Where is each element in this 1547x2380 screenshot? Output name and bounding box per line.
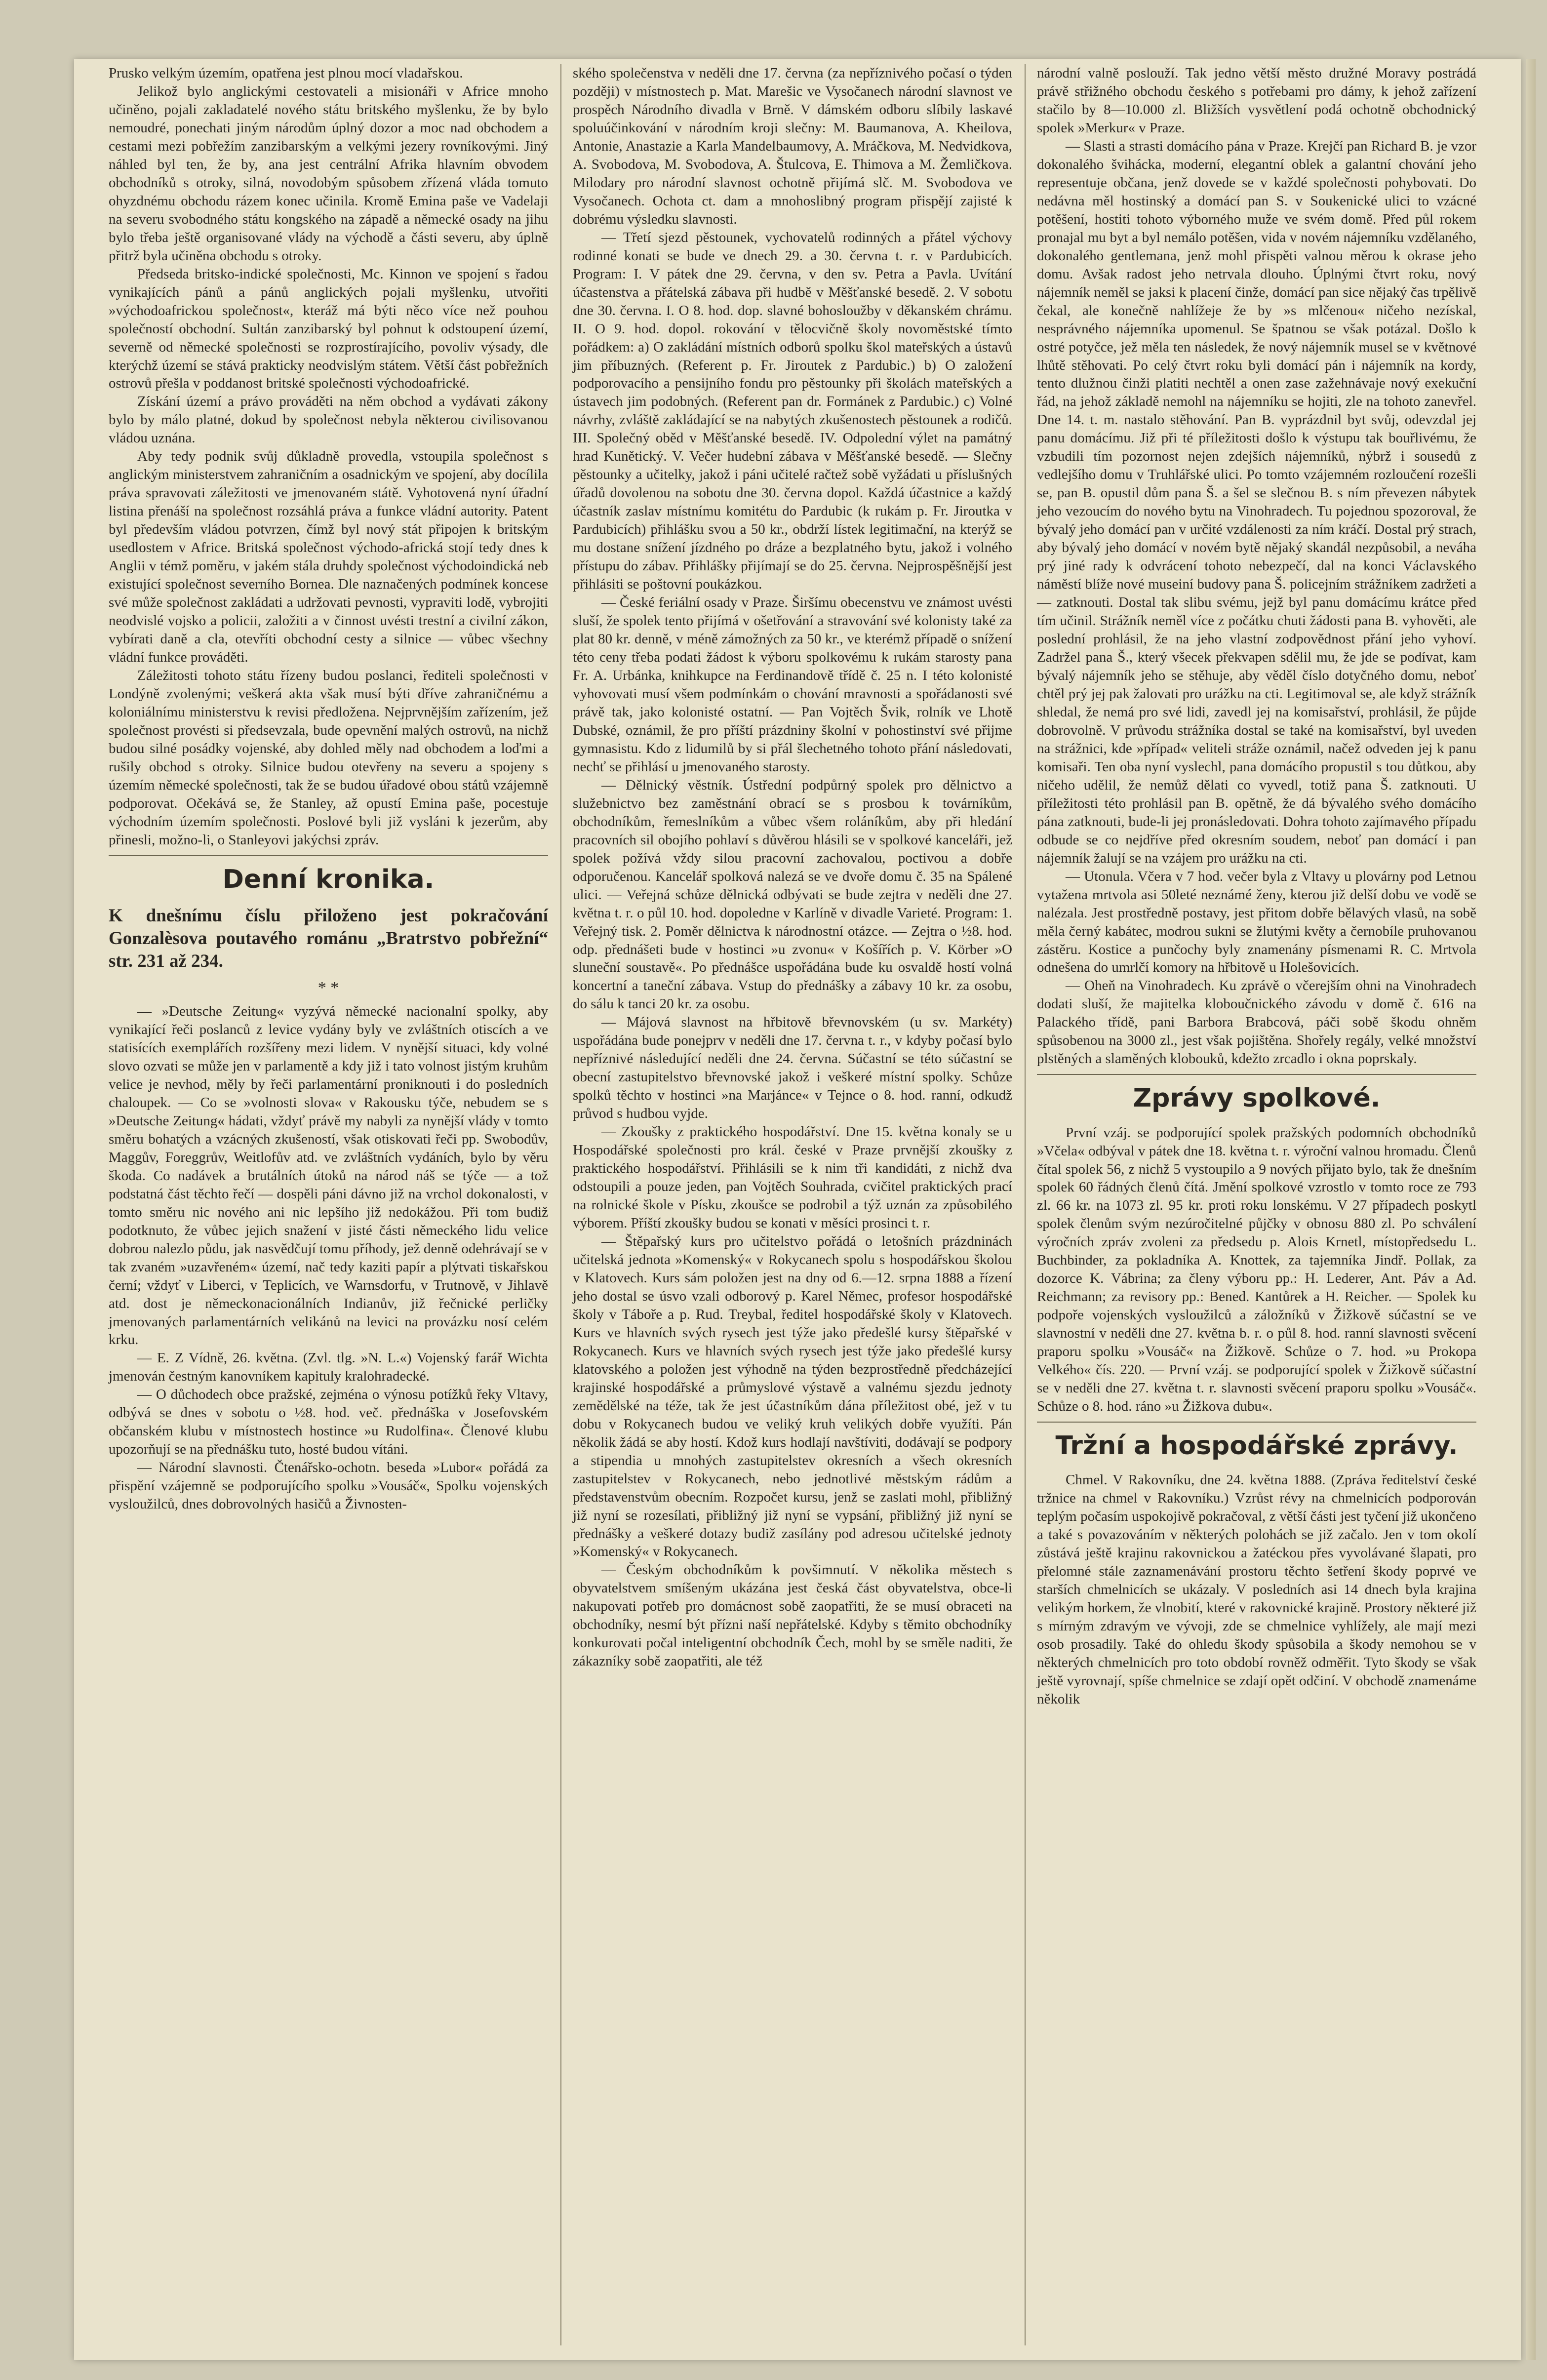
paragraph: — České feriální osady v Praze. Širšímu obecenstvu ve známost uvésti sluší, že spolek tento přijímá v ošetřování a stravování své kolonisty také za plat 80 kr. denně, v méně zámožných za 50 kr., ve kterémž případě o snížení této ceny třeba podati žádost k výboru spolkovému k rukám starosty pana Fr. A. Urbánka, knihkupce na Ferdinandově třídě č. 25 n. I této kolonisté vyhovovati musí všem podmínkám o chování mravnosti a spořádanosti své právě tak, jako kolonisté ostatní. — Pan Vojtěch Švik, rolník ve Lhotě Dubské, oznámil, že pro příští prázdniny školní v pohostinství své přijme gymnasistu. Kdo z lidumilů by si přál šlechetného tohoto přání následovati, nechť se přihlásí u jmenovaného starosty. bbox=[573, 595, 1012, 775]
section-heading: Tržní a hospodářské zprávy. bbox=[1055, 1431, 1458, 1461]
column-2 bbox=[573, 64, 1012, 1670]
paragraph: Aby tedy podnik svůj důkladně provedla, vstoupila společnost s anglickým ministerstvem zahraničním a osadnickým ve spojení, aby docílila práva spravovati záležitosti ve jmenovaném státě. Vyhotovená nyní úřadní listina přenáší na společnost rozsáhlá práva a funkce vládní autority. Patent byl především vládou potvrzen, čímž byl nový stát připojen k britským usedlostem v Africe. Britská společnost východo-africká stojí tedy dnes k Anglii v témž poměru, v jakém stála druhdy společnost východoindická neb existující společnost severního Bornea. Dle naznačených podmínek koncese své může společnost zakládati a udržovati pevnosti, vypraviti lodě, vybrojiti neodvislé vojsko a policii, založiti a v činnost uvésti trestní a civilní zákon, vybírati daně a cla, otevříti obchodní cesty a silnice — vůbec všechny vládní funkce prováděti. bbox=[109, 448, 548, 665]
column-rule bbox=[1025, 64, 1026, 2345]
paragraph: — Českým obchodníkům k povšimnutí. V několika městech s obyvatelstvem smíšeným ukázána jest česká část obyvatelstva, obce-li nakupovati potřeb pro domácnost sobě zaopatřiti, že se musí obraceti na obchodníky, nesmí být přízni naší nepřátelské. Kdyby s těmito obchodníky konkurovati počal inteligentní obchodník Čech, mohl by se směle naditi, že zákazníky sobě zaopatřiti, ale též bbox=[573, 1562, 1012, 1669]
paragraph: — Utonula. Včera v 7 hod. večer byla z Vltavy u plovárny pod Letnou vytažena mrtvola asi 50leté neznámé ženy, kterou již delší dobu ve vodě se nalézala. Jest prostředně postavy, jest přitom dobře bělavých vlasů, na sobě měla černý kabátec, modrou sukni se žlutými květy a černobíle pruhovanou zástěru. Kostice a punčochy byly znamenány písmenami R. C. Mrtvola odnešena do umrlčí komory na hřbitově u Holešovicích. bbox=[1037, 868, 1476, 976]
paragraph: — Májová slavnost na hřbitově břevnovském (u sv. Markéty) uspořádána bude ponejprv v neděli dne 17. června t. r., v kdyby počasí bylo nepříznivé následující neděli dne 24. června. Súčastní se této súčastní se obecní zastupitelstvo břevnovské jakož i veškeré místní spolky. Schůze spolků těchto v hostinci »na Marjánce« v Tejnce o 8. hod. ranní, odkudž průvod s hudbou vyjde. bbox=[573, 1014, 1012, 1122]
paragraph: — Dělnický věstník. Ústřední podpůrný spolek pro dělnictvo a služebnictvo bez zaměstnání obrací se s prosbou k továrníkům, obchodníkům, řemeslníkům a vůbec všem roláníkům, aby při hledání pracovních sil obojího pohlaví s důvěrou hlásili se v spolkové kanceláři, jež spolek požívá vždy silou pracovní zachovalou, poctivou a dobře odporučenou. Kancelář spolková nalezá se ve dvoře domu č. 35 na Spálené ulici. — Veřejná schůze dělnická odbývati se bude zejtra v neděli dne 27. května t. r. o půl 10. hod. dopoledne v Karlíně v divadle Varieté. Program: 1. Veřejný tisk. 2. Poměr dělnictva k národnostní otázce. — Zejtra o ½8. hod. odp. přednášeti bude v hostinci »u zvonu« v Košířích p. V. Körber »O sluneční soustavě«. Po přednášce uspořádána bude ku osvaldě hostí volná koncertní a taneční zábava. Vstup do přednášky a zábavy 10 kr. za osobu, do sálu k tanci 20 kr. za osobu. bbox=[573, 777, 1012, 1012]
paragraph: Prusko velkým územím, opatřena jest plnou mocí vladařskou. bbox=[109, 65, 463, 81]
paragraph: Chmel. V Rakovníku, dne 24. května 1888. (Zpráva ředitelství české tržnice na chmel v Rakovníku.) Vzrůst révy na chmelnicích podporován teplým počasím uspokojivě pokračoval, z větší části jest tyčení již ukončeno a také s povazováním v některých polohách se již začalo. Jen v tom okolí zůstává ještě krajinu rakovnickou a žatéckou přes vyvolávané šlapati, pro přelomné stále zaznamenávání prostoru těchto šetření škody poprvé ve starších chmelnicích se ukázaly. V posledních asi 14 dnech byla krajina velikým horkem, že vlnobití, které v rakovnické krajině. Prostory některé již s mírným zdravým ve vývoji, zde se chmelnice vyhlížely, ale mají mezi osob prosadily. Také do ohledu škody spůsobila a škody nemohou se v některých chmelnicích pro toto období rovněž odměřit. Tyto škody se však ještě vyrovnají, spíše chmelnice se zdají opět odčiní. V obchodě znamenáme několik bbox=[1037, 1472, 1476, 1707]
asterism: * * bbox=[317, 978, 339, 997]
paragraph: První vzáj. se podporující spolek pražských podomních obchodníků »Včela« odbýval v pátek dne 18. května t. r. výroční valnou hromadu. Členů čítal spolek 56, z nichž 5 vystoupilo a 9 nových přijato bylo, tak že dnešním spolek 60 řádných členů čítá. Jmění spolkové vzrostlo v tomto roce ze 793 zl. 66 kr. na 1073 zl. 95 kr. proti roku lonskému. V 27 případech poskytl spolek členům svým nezúročitelné půjčky v obnosu 880 zl. Po schválení výročních zpráv zvoleni za předsedu p. Alois Krnetl, místopředsedu L. Buchbinder, za pokladníka A. Knottek, za tajemníka Jindř. Pollak, za dozorce K. Vábrina; za členy výboru pp.: H. Lederer, Ant. Páv a Ad. Reichmann; za revisory pp.: Bened. Kantůrek a H. Reicher. — Spolek ku podpoře vojenských vysloužilců a záložníků v Žižkově súčastní se ve slavnostní v neděli dne 27. května b. r. o půl 8. hod. ranní slavnosti svěcení praporu spolku »Vousáč« na Žižkově. Schůze o 7. hod. »u Prokopa Velkého« čís. 220. — První vzáj. se podporující spolek v Žižkově súčastní se v neděli dne 27. května t. r. slavnosti svěcení praporu spolku »Vousáč«. Schůze o 8. hod. ráno »u Žižkova dubu«. bbox=[1037, 1124, 1476, 1415]
newspaper-page bbox=[74, 59, 1521, 2360]
page-fold bbox=[1526, 59, 1536, 2360]
paragraph: — Národní slavnosti. Čtenářsko-ochotn. beseda »Lubor« pořádá za přispění vzájemně se podporujícího spolku »Vousáč«, Spolku vojenských vysloužilců, dnes dobrovolných hasičů a Živnosten- bbox=[109, 1460, 548, 1512]
paragraph: Předseda britsko-indické společnosti, Mc. Kinnon ve spojení s řadou vynikajících pánů a pánů anglických pojali myšlenku, utvořiti »východoafrickou společnost«, kteráž má býti něco více než pouhou společností obchodní. Sultán zanzibarský byl pohnut k odstoupení území, severně od německé společnosti se rozprostírajícího, povoliv výsady, dle kterýchž území se stává prakticky neodvislým státem. Větší část pobřežních ostrovů přešla v poddanost britské společnosti východoafrické. bbox=[109, 266, 548, 392]
column-3 bbox=[1037, 64, 1476, 1708]
paragraph: — E. Z Vídně, 26. května. (Zvl. tlg. »N. L.«) Vojenský farář Wichta jmenován čestným kanovníkem kapituly kralohradecké. bbox=[109, 1350, 548, 1385]
paragraph: Jelikož bylo anglickými cestovateli a misionáři v Africe mnoho učiněno, pojali zakladatelé nového státu britského myšlenku, že by bylo nemoudré, ponechati jiným národům úplný dozor a moc nad obchodem a cestami mezi pobřežím zanzibarským a velkými jezery rovníkovými. Jiný náhled byl ten, že by, ana jest centrální Afrika hlavním obvodem obchodníků s otroky, silná, novodobým spůsobem zřízená vláda tomuto ohyzdnému obchodu rázem konec učinila. Kromě Emina paše ve Vadelaji na severu svobodného státu kongského na západě a německé osady na jihu bylo třeba ještě organisované vlády na východě a části severu, aby úplně přitrž byla učiněna obchodu s otroky. bbox=[109, 83, 548, 264]
column-rule bbox=[560, 64, 561, 2345]
column-1 bbox=[109, 64, 548, 1513]
section-heading: Zprávy spolkové. bbox=[1133, 1083, 1381, 1113]
divider bbox=[1037, 1422, 1476, 1423]
paragraph: národní valně poslouží. Tak jedno větší město družné Moravy postrádá právě střižného obchodu českého s potřebami pro dámy, k jehož zařízení stačilo by 8—10.000 zl. Bližších vysvětlení podá ochotně obchodnický spolek »Merkur« v Praze. bbox=[1037, 65, 1476, 136]
paragraph: ského společenstva v neděli dne 17. června (za nepříznivého počasí o týden později) v místnostech p. Mat. Marešic ve Vysočanech národní slavnost ve prospěch Národního divadla v Brně. V dámském odboru slíbily laskavé spoluúčinkování v národním kroji slečny: M. Baumanova, A. Kheilova, Antonie, Anastazie a Karla Mandelbaumovy, A. Mráčkova, M. Nedvidkova, A. Svobodova, M. Svobodova, A. Štulcova, E. Thimova a M. Žemličkova. Milodary pro národní slavnost ochotně přijímá slč. M. Svobodova ve Vysočanech. Ochota ct. dam a mnohoslibný program přispějí zajisté k dobrému výsledku slavnosti. bbox=[573, 65, 1012, 227]
paragraph: — Třetí sjezd pěstounek, vychovatelů rodinných a přátel výchovy rodinné konati se bude ve dnech 29. a 30. června t. r. v Pardubicích. Program: I. V pátek dne 29. června, v den sv. Petra a Pavla. Uvítání účastenstva a přátelská zábava při hudbě v Měšťanské besedě. 2. V sobotu dne 30. června. I. O 8. hod. dop. slavné bohosloužby v děkanském chrámu. II. O 9. hod. dopol. rokování v tělocvičně školy novoměstské tímto pořádkem: a) O zakládání místních odborů spolku škol mateřských a ústavů jim příbuzných. (Referent p. Fr. Jiroutek z Pardubic.) b) O založení podporovacího a pensijního fondu pro pěstounky při školách mateřských a ústavech jim podobných. (Referent pan dr. Formánek z Pardubic.) c) Volné návrhy, zvláště zakládající se na nabytých zkušenostech pěstounek a rodičů. III. Společný oběd v Měšťanské besedě. IV. Odpolední výlet na památný hrad Kunětický. V. Večer hudební zábava v Měšťanské besedě. — Slečny pěstounky a učitelky, jakož i páni učitelé račtež sobě vyžádati u příslušných úřadů dovolenou na sobotu dne 30. června dopol. Každá účastnice a každý účastník zaslav místnímu komitétu do Pardubic (k rukám p. Fr. Jiroutka v Pardubicích) přihlášku svou a 50 kr., obdrží lístek legitimační, na kterýž se mu dostane snížení jízdného po dráze a bezplatného bytu, jakož i volného přístupu do zábav. Přihlášky přijímají se do 25. června. Nejprospěšnější jest přihlásiti se poštovní poukázkou. bbox=[573, 229, 1012, 593]
paragraph: Získání území a právo prováděti na něm obchod a vydávati zákony bylo by málo platné, dokud by společnost nebyla některou civilisovanou vládou uznána. bbox=[109, 394, 548, 446]
paragraph: Záležitosti tohoto státu řízeny budou poslanci, řediteli společnosti v Londýně zvolenými; veškerá akta však musí býti dříve zahraničnému a koloniálnímu ministerstvu k revisi předložena. Nejprvnějším zařízením, jež společnost provésti si předsevzala, bude opevnění malých ostrovů, na nichž budou silné posádky vojenské, aby dohled měly nad obchodem a loďmi a rušily obchod s otroky. Silnice budou otevřeny na severu a spojeny s územím německé společnosti, tak že se budou úřadové obou států vzájemně podporovat. Očekává se, že Stanley, až opustí Emina paše, pocestuje východním územím společnosti. Poslové byli již vysláni k jezerům, aby přinesli, možno-li, o Stanleyovi jakýchsi zpráv. bbox=[109, 667, 548, 848]
section-heading: Denní kronika. bbox=[222, 864, 435, 894]
paragraph: — Zkoušky z praktického hospodářství. Dne 15. května konaly se u Hospodářské společnosti pro král. české v Praze prvnější zkoušky z praktického hospodářství. Přihlásili se k nim tři kandidáti, z nichž dva odstoupili a pouze jeden, pan Vojtěch Souhrada, cvičitel praktických prací na rolnické škole v Písku, zkoušce se podrobil a týž uznán za způsobilého výborem. Příští zkoušky budou se konati v měsíci prosinci t. r. bbox=[573, 1124, 1012, 1231]
paragraph: — Štěpařský kurs pro učitelstvo pořádá o letošních prázdninách učitelská jednota »Komenský« v Rokycanech spolu s hospodářskou školou v Klatovech. Kurs sám položen jest na dny od 6.—12. srpna 1888 a řízení jeho dostal se úsvo vzali odborový p. Karel Němec, profesor hospodářské školy v Táboře a p. Rud. Treybal, ředitel hospodářské školy v Klatovech. Kurs ve hlavních svých rysech jest týže jako předešlé kursy štěpařské v Rokycanech. Kurs ve hlavních svých rysech jest týže jako předešlé kursy klatovského a položen jest výhodně na týden bezprostředně předcházející krajinské hospodářské a průmyslové výstavě a valnému sjezdu jednoty zemědělské na téže, tak že jest účastníkům dána příležitost obé, jež v tu dobu v Rokycanech budou ve veliký kruh velikých dobře využíti. Pán několik žádá se aby hostí. Kdož kurs hodlají navštíviti, dodávají se podpory a stipendia u mnohých zastupitelstev okresních a všech okresních zastupitelstev v Rokycanech, nebo jednotlivé městským rádům a představenstvům obecním. Rozpočet kursu, jenž se zaslati mohl, přibližný již nyní se rozesílati, přibližný již nyní se vypsání, přibližný již nyní se přednášky a veškeré dotazy budiž zasílány pod adresou učitelské jednoty »Komenský« v Rokycanech. bbox=[573, 1233, 1012, 1560]
paragraph: — Slasti a strasti domácího pána v Praze. Krejčí pan Richard B. je vzor dokonalého švihácka, moderní, elegantní oblek a galantní chování jeho representuje občana, jenž dovede se v každé společnosti pohybovati. Do nedávna měl hostinský a domácí pan S. v Soukenické ulici to vzácné potěšení, hostiti tohoto výborného muže ve svém domě. Před půl rokem pronajal mu byt a byl nemálo potěšen, vida v novém nájemníku vzdělaného, dokonalého gentlemana, jenž mohl přispěti valnou měrou k okrase jeho domu. Avšak radost jeho netrvala dlouho. Úplnými čtvrt roku, nový nájemník neměl se jaksi k placení činže, domácí pan sice nějaký čas trpělivě čekal, ale konečně nahlížeje že by »s mlčenou« ničeho nezískal, nesprávného nájemníka upomenul. Se špatnou se však potázal. Došlo k ostré potyčce, jež měla ten následek, že nový nájemník musel se v květnové lhůtě stěhovati. Po celý čtvrt roku byli domácí pán i nájemník na kordy, tento dlužnou činži platiti nechtěl a onen zase zažehnávaje nový exekuční řád, na jehož základě nemohl na nájemníku se hojiti, zle na tohoto zanevřel. Dne 14. t. m. nastalo stěhování. Pan B. vyprázdnil byt svůj, odevzdal jej panu domácímu. Již při té příležitosti došlo k výstupu tak bouřlivému, že vzbudili tím pozornost nejen zdejších nájemníků, nýbrž i sousedů z vedlejšího domu v Truhlářské ulici. Po tomto vzájemném rozloučení rozešli se, pan B. opustil dům pana Š. a šel se slečnou B. s ním převezen nábytek jeho vezoucím do nového bytu na Vinohradech. Tu pojednou spozoroval, že bývalý jeho domácí pan v určité vzdálenosti za ním kráčí. Dostal prý strach, aby bývalý jeho domácí v novém bytě nějaký skandál nezpůsobil, a neváha prý jiné rady k odvrácení tohoto nebezpečí, dal na konci Václavského náměstí blíže nové museiní budovy pana Š. policejním strážníkem zadržeti a — zatknouti. Dostal tak slibu svému, jejž byl panu domácímu krátce před tím učinil. Strážník neměl více z počátku chuti žádosti pana B. vyhověti, ale poslední prohlásil, že na jeho vlastní zodpovědnost přání jeho vyhoví. Zadržel pana Š., který všecek překvapen sdělil mu, že jde se podívat, kam bývalý nájemník jeho se stěhuje, aby věděl číslo dotyčného domu, neboť chtěl prý jej pak žalovati pro urážku na cti. Legitimoval se, ale když strážník shledal, že nemá pro své lidi, zavedl jej na komisařství, prohlásil, že půjde dobrovolně. V průvodu strážníka dostal se také na komisařství, byl uveden na strážnici, kde »případ« veliteli stráže oznámil, načež odveden jej k panu komisaři. Ten oba nyní vyslechl, pana domácího propustil s tou důtkou, aby ničeho udělil, že nemůž dělati co vyvedl, totiž pana Š. zatknouti. U příležitosti této prohlásil pan B. opětně, že dá bývalého svého domácího pána zatknouti, bude-li jej pronásledovati. Dohra tohoto zajímavého případu odbude se co nejdříve před okresním soudem, neboť pan domácí i pan nájemník žalují se na vzájem pro urážku na cti. bbox=[1037, 138, 1476, 866]
lead-notice: K dnešnímu číslu přiloženo jest pokračování Gonzalèsova poutavého románu „Bratrstvo pobřežní“ str. 231 až 234. bbox=[109, 905, 548, 972]
paragraph: — »Deutsche Zeitung« vyzývá německé nacionalní spolky, aby vynikající řeči poslanců z levice vydány byly ve zvláštních otiscích a ve statisících exemplářích rozšířeny mezi lidem. V nynější situaci, kdy volné slovo ozvati se může jen v parlamentě a kdy již i tato volnost jistým kruhům velice je nevhod, měly by řeči parlamentární proniknouti i do posledních chaloupek. — Co se »volnosti slova« v Rakousku týče, nebudem se s »Deutsche Zeitung« hádati, vždyť právě my nabyli za nynější vlády v tomto směru bohatých a vzácných zkušeností, však otiskovati řeči pp. Swobodův, Maggův, Foreggrův, Weitlofův atd. ve zvláštních vydáních, bylo by věru škoda. Co nadávek a brutálních útoků na národ náš se týče — a tož podstatná část těchto řečí — dospěli páni dávno již na vrchol dokonalosti, v tomto směru nic nového ani nic lepšího již nedokážou. Při tom budiž podotknuto, že vůbec jejich snažení v jisté části německého lidu velice dobrou nalezlo půdu, jak nasvědčují tomu příhody, jež denně odehrávají se v tak zvaném »uzavřeném« území, nač tedy kaziti papír a plýtvati tiskařskou černí; vždyť v Liberci, v Teplicích, ve Warnsdorfu, v Trutnově, v Jihlavě atd. dost je německonacionálních Indianův, již řečnické perličky jmenovaných parlamentárních velikánů na levici na provázku nosí celém krku. bbox=[109, 1003, 548, 1348]
divider bbox=[109, 855, 548, 856]
paragraph: — O důchodech obce pražské, zejména o výnosu potížků řeky Vltavy, odbývá se dnes v sobotu o ½8. hod. več. přednáška v Josefovském občanském klubu v místnostech hostince »u Rudolfina«. Členové klubu upozorňují se na přednášku tuto, hosté budou vítáni. bbox=[109, 1387, 548, 1458]
divider bbox=[1037, 1074, 1476, 1075]
paragraph: — Oheň na Vinohradech. Ku zprávě o včerejším ohni na Vinohradech dodati sluší, že majitelka kloboučnického závodu v domě č. 616 na Palackého třídě, pani Barbora Brabcová, páči sobě škodu ohněm spůsobenou na 3000 zl., jest však pojištěna. Shořely regály, velké množství plstěných a slaměných klobouků, kdežto zrcadlo i okna poprskaly. bbox=[1037, 978, 1476, 1067]
